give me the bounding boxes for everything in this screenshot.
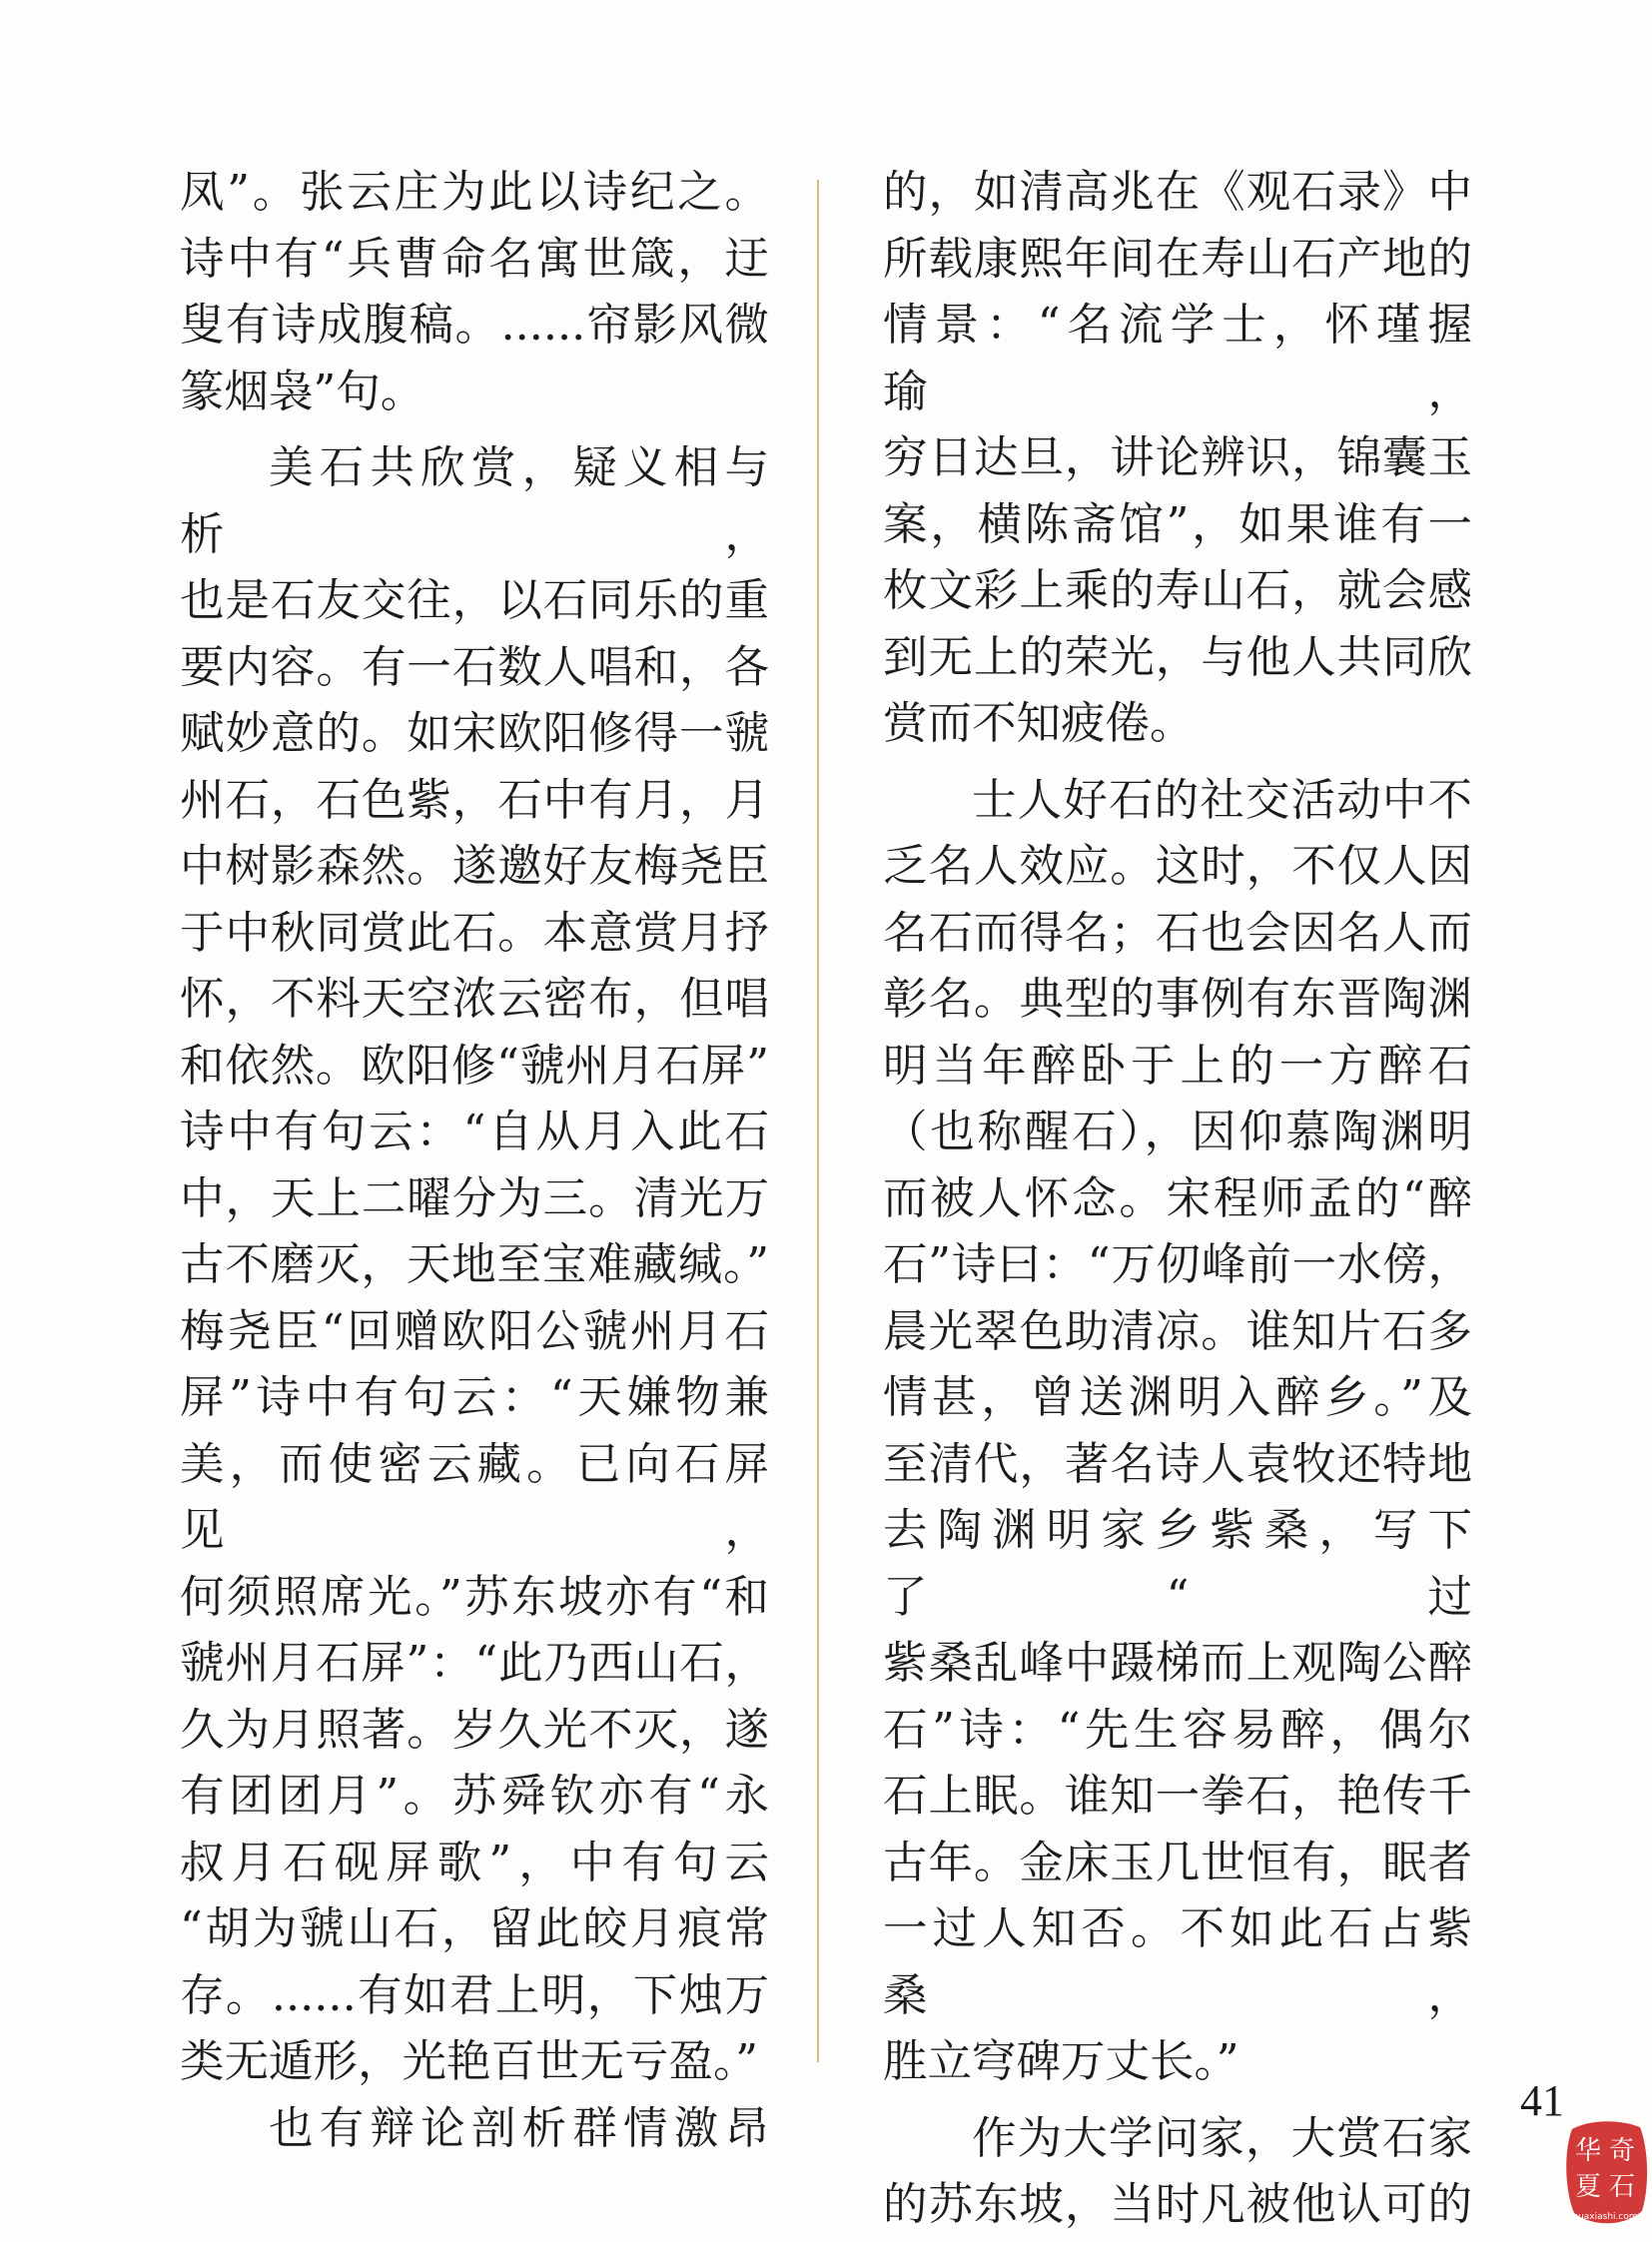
text-line: 中，天上二曜分为三。清光万	[180, 1172, 769, 1224]
text-line: 所载康熙年间在寿山石产地的	[883, 233, 1472, 285]
text-line: 诗中有“兵曹命名寓世箴，迂	[180, 233, 769, 285]
text-line: 屏”诗中有句云：“天嫌物兼	[180, 1372, 769, 1423]
text-line: 也是石友交往，以石同乐的重	[180, 575, 769, 626]
text-line: 到无上的荣光，与他人共同欣	[883, 631, 1472, 683]
left-para-2	[180, 435, 769, 2096]
seal-watermark-icon	[1558, 2115, 1652, 2235]
left-column	[180, 160, 769, 2162]
text-line: “胡为虢山石，留此皎月痕常	[180, 1903, 769, 1954]
seal-char: 奇	[1608, 2136, 1636, 2166]
text-line: 穷日达旦，讲论辨识，锦囊玉	[883, 432, 1472, 483]
seal-char: 华	[1574, 2136, 1602, 2166]
text-line: 士人好石的社交活动中不	[972, 774, 1472, 826]
text-line: 怀，不料天空浓云密布，但唱	[180, 974, 769, 1025]
seal-char: 石	[1608, 2172, 1636, 2202]
text-line: 古不磨灭，天地至宝难藏缄。”	[180, 1239, 769, 1290]
text-line: 于中秋同赏此石。本意赏月抒	[180, 907, 769, 959]
text-line: 有团团月”。苏舜钦亦有“永	[180, 1771, 769, 1822]
text-line: 的苏东坡，当时凡被他认可的	[883, 2179, 1472, 2230]
text-line: 虢州月石屏”：“此乃西山石，	[180, 1638, 769, 1689]
text-line: 而被人怀念。宋程师孟的“醉	[883, 1172, 1472, 1224]
text-line: 也有辩论剖析群情激昂	[269, 2102, 769, 2154]
seal-char: 夏	[1574, 2172, 1602, 2202]
right-column	[883, 160, 1472, 2239]
text-line: 古年。金床玉几世恒有，眠者	[883, 1837, 1472, 1888]
right-para-1	[883, 160, 1472, 758]
text-line: 情景：“名流学士，怀瑾握瑜，	[883, 300, 1472, 417]
text-line: 叟有诗成腹稿。......帘影风微	[180, 300, 769, 351]
text-line: 彰名。典型的事例有东晋陶渊	[883, 974, 1472, 1025]
text-line: 何须照席光。”苏东坡亦有“和	[180, 1571, 769, 1623]
right-para-3	[883, 2106, 1472, 2239]
text-line: 赏而不知疲倦。	[883, 698, 1195, 749]
text-line: 中树影森然。遂邀好友梅尧臣	[180, 841, 769, 892]
text-line: 紫桑乱峰中蹑梯而上观陶公醉	[883, 1638, 1472, 1689]
text-line: （也称醒石），因仰慕陶渊明	[883, 1107, 1472, 1157]
text-line: 晨光翠色助清凉。谁知片石多	[883, 1305, 1472, 1357]
text-line: 情甚，曾送渊明入醉乡。”及	[883, 1372, 1472, 1423]
text-line: 美，而使密云藏。已向石屏见，	[180, 1438, 769, 1556]
text-line: 赋妙意的。如宋欧阳修得一虢	[180, 708, 769, 759]
column-divider	[817, 180, 819, 2062]
text-line: 篆烟袅”句。	[180, 366, 425, 417]
text-line: 去陶渊明家乡紫桑，写下了“过	[883, 1505, 1472, 1623]
text-line: 明当年醉卧于上的一方醉石	[883, 1040, 1472, 1092]
text-line: 的，如清高兆在《观石录》中	[883, 167, 1472, 218]
seal-site-text: huaxiashi.com	[1572, 2212, 1638, 2222]
text-line: 枚文彩上乘的寿山石，就会感	[883, 565, 1472, 616]
text-line: 叔月石砚屏歌”，中有句云	[180, 1837, 769, 1888]
text-line: 和依然。欧阳修“虢州月石屏”	[180, 1040, 769, 1092]
right-para-2	[883, 768, 1472, 2096]
text-line: 存。......有如君上明，下烛万	[180, 1969, 769, 2021]
left-para-1	[180, 160, 769, 425]
page-number: 41	[1520, 2076, 1564, 2125]
text-line: 石”诗曰：“万仞峰前一水傍，	[883, 1239, 1472, 1290]
text-line: 石”诗：“先生容易醉，偶尔	[883, 1704, 1472, 1756]
text-line: 州石，石色紫，石中有月，月	[180, 774, 769, 826]
left-para-3	[180, 2096, 769, 2163]
text-line: 作为大学问家，大赏石家	[972, 2112, 1472, 2164]
text-line: 一过人知否。不如此石占紫桑，	[883, 1903, 1472, 2021]
text-line: 美石共欣赏，疑义相与析，	[180, 442, 769, 560]
text-line: 类无遁形，光艳百世无亏盈。”	[180, 2036, 759, 2087]
text-line: 要内容。有一石数人唱和，各	[180, 641, 769, 693]
text-line: 石上眠。谁知一拳石，艳传千	[883, 1771, 1472, 1822]
text-line: 久为月照著。岁久光不灭，遂	[180, 1704, 769, 1756]
text-line: 乏名人效应。这时，不仅人因	[883, 841, 1472, 892]
text-line: 案，横陈斋馆”，如果谁有一	[883, 498, 1472, 550]
text-line: 诗中有句云：“自从月入此石	[180, 1107, 769, 1157]
text-line: 梅尧臣“回赠欧阳公虢州月石	[180, 1305, 769, 1357]
text-line: 名石而得名；石也会因名人而	[883, 907, 1472, 959]
text-line: 凤”。张云庄为此以诗纪之。	[180, 167, 769, 218]
text-line: 至清代，著名诗人袁牧还特地	[883, 1438, 1472, 1490]
text-line: 胜立穹碑万丈长。”	[883, 2036, 1239, 2087]
